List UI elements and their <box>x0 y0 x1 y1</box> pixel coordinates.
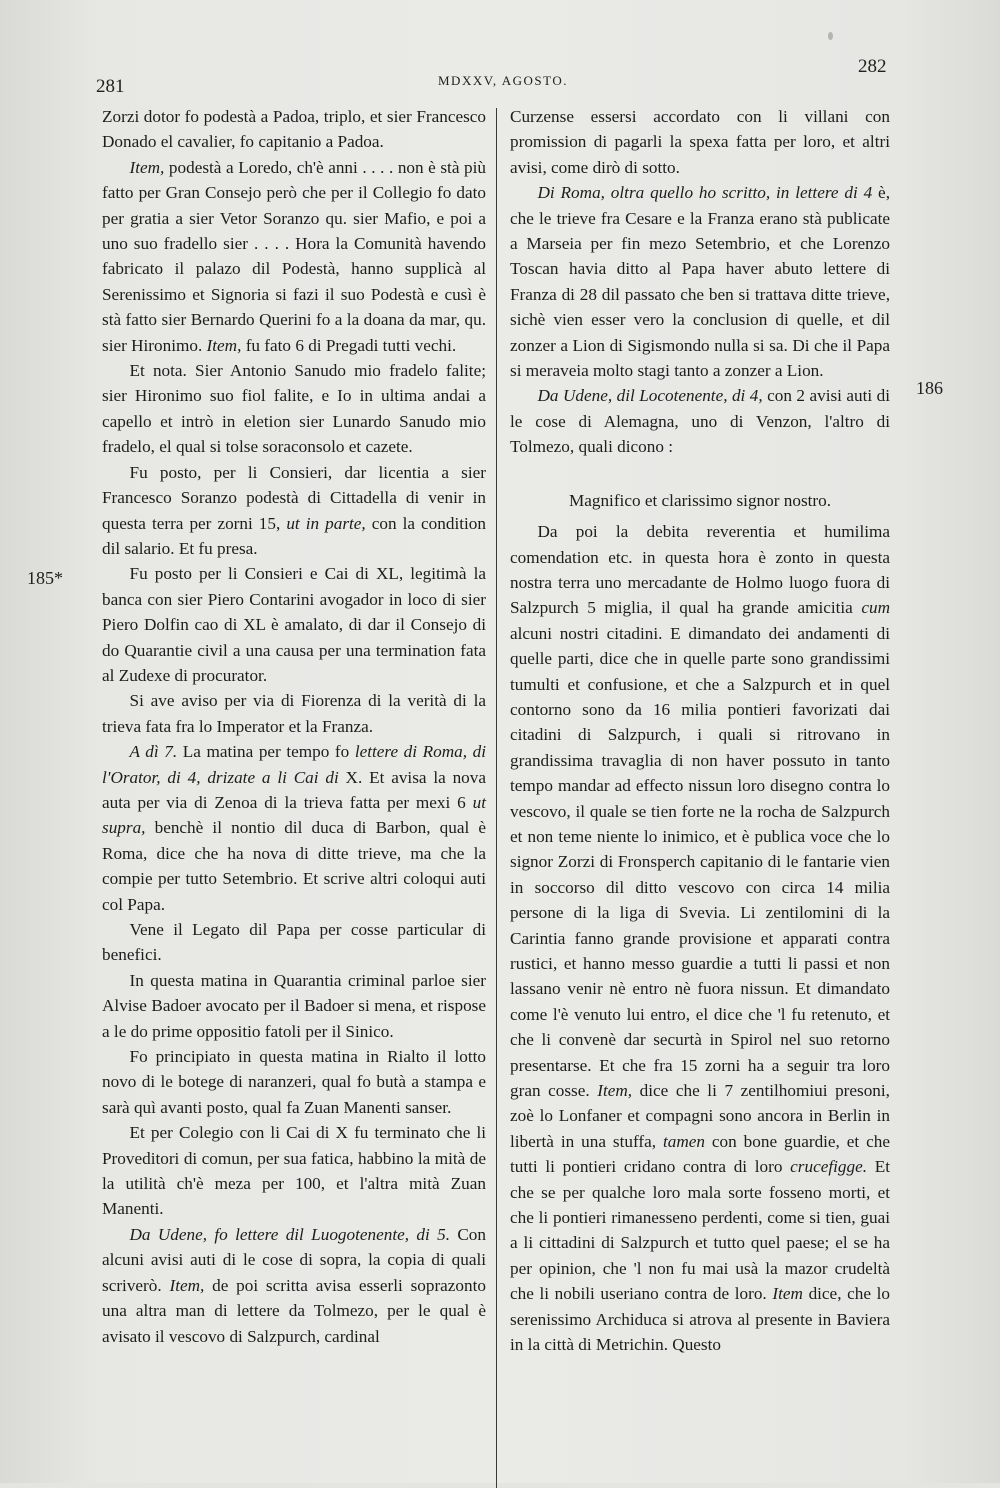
text-run: X. Et avisa la nova auta per via di Zenoa di la trieva fatta per mexi 6 <box>102 767 486 812</box>
paragraph <box>102 917 486 968</box>
letter-salutation: Magnifico et clarissimo signor nostro. <box>568 490 832 510</box>
text-run: alcuni nostri citadini. E dimandato dei andamenti di quelle parti, dice che in quelle parte sono grandissimi tumulti et confusione, et che a Salzpurch et in quel contorno sono da 16 milia pontieri favorizati dai citadini di Salzpurch, i quali si ritrovano in grandissima travaglia di non haver possuto in tanto tempo mandar ad effecto nissun loro disegno contra lo vescovo, il quale se tien forte ne la rocha de Salzpurch et non teme niente lo inimico, et è publica voce che lo signor Zorzi di Fronsperch capitanio di le fantarie vien in soccorso dil ditto vescovo con circa 14 milia persone di la liga di Svevia. Li zentilomini di la Carintia fanno grande provisione et apparati contra rustici, et hanno messo guardie a tutti li passi et non lassano venir nè entro nè fuora nissun. Et dimandato come l'è venuto lui entro, el dice che 'l fu retenuto, et che li convenè dar securtà in Spirol nel suo retorno presentarse. Et che fra 15 zorni ha a seguir tra loro gran cosse. <box>510 623 890 1101</box>
italic-run: tamen <box>662 1131 705 1151</box>
paragraph: Zorzi dotor fo podestà a Padoa, triplo, et sier Francesco Donado el cavalier, fo capitanio a Padoa. <box>102 107 486 152</box>
running-title: MDXXV, AGOSTO. <box>438 73 568 88</box>
paragraph <box>102 968 486 1044</box>
paragraph <box>102 739 486 917</box>
text-run: con la condition dil salario. Et fu presa. <box>102 513 486 558</box>
margin-note-left: 185* <box>27 568 63 588</box>
italic-run: ut supra, <box>102 792 486 838</box>
italic-run: crucefigge. <box>790 1157 868 1177</box>
paragraph <box>102 1120 486 1222</box>
paragraph: Curzense essersi accordato con li villani con promission di pagarli la spexa fatta per loro, et altri avisi, come dirò di sotto. <box>510 107 890 177</box>
paragraph <box>510 383 890 459</box>
text-run: Con alcuni avisi auti di le cose di sopra, la copia di quali scriverò. <box>102 1224 486 1295</box>
italic-run: Di Roma, oltra quello ho scritto, in lettere di 4 <box>537 183 873 203</box>
text-run: dice, che lo serenissimo Archiduca si atrova al presente in Baviera in la città di Metrichin. Questo <box>510 1284 890 1355</box>
text-run: Da poi la debita reverentia et humilima comendation etc. in questa hora è zonto in questa nostra terra uno mercadante de Holmo luogo fuora di Salzpurch 5 miglia, il qual ha grande amicitia <box>510 522 890 618</box>
left-column <box>102 104 486 1349</box>
right-page-number: 282 <box>858 56 887 77</box>
text-run: In questa matina in Quarantia criminal parloe sier Alvise Badoer avocato per il Badoer si mena, et rispose a le do prime oppositio fatoli per il Sinico. <box>102 970 486 1041</box>
text-run: Fo principiato in questa matina in Rialto il lotto novo di le botege di naranzeri, qual fo butà a stampa e sarà quì avanti posto, qual fa Zuan Manenti sanser. <box>102 1047 486 1117</box>
ink-spot <box>828 32 833 40</box>
text-run: Et nota. Sier Antonio Sanudo mio fradelo falite; sier Hironimo suo fiol falite, e Io in ultima andai a capello et intrò in eletion sier Lunardo Sanudo mio fradelo, el qual si tolse soraconsolo et cazete. <box>102 361 486 457</box>
paragraph <box>102 460 486 562</box>
italic-run: ut in parte, <box>286 513 366 533</box>
text-run: fu fato 6 di Pregadi tutti vechi. <box>241 335 457 355</box>
paragraph <box>102 358 486 460</box>
italic-run: Item, <box>169 1275 205 1295</box>
text-run: con bone guardie, et che tutti li pontieri cridano contra di loro <box>510 1131 890 1177</box>
column-divider <box>496 108 497 1488</box>
paragraph <box>102 155 486 358</box>
left-page-number: 281 <box>96 76 125 97</box>
italic-run: Item, <box>206 335 242 355</box>
paragraph <box>102 1222 486 1349</box>
paragraph <box>510 180 890 383</box>
text-run: Fu posto, per li Consieri, dar licentia a sier Francesco Soranzo podestà di Cittadella di venir in questa terra per zorni 15, <box>102 462 486 533</box>
text-run: Si ave aviso per via di Fiorenza di la verità di la trieva fata fra lo Imperator et la Franza. <box>102 691 486 736</box>
text-run: è, che le trieve fra Cesare e la Franza erano stà publicate a Marseia per fin mezo Setembrio, et che Lorenzo Toscan havia ditto al Papa haver abuto lettere di Franza di 28 dil passato che ben si trattava ditte trieve, sichè vien esser vero la conclusion di quelle, et dil zonzer a Lion di Sigismondo nulla si sa. Di che il Papa si meraveia molto stagi tanto a zonzer a Lion. <box>510 183 890 381</box>
italic-run: Da Udene, fo lettere dil Luogotenente, di 5. <box>129 1224 450 1244</box>
text-run: de poi scritta avisa esserli soprazonto una altra man di lettere da Tolmezo, per le qual è avisato il vescovo di Salzpurch, cardinal <box>102 1275 486 1346</box>
italic-run: Item, <box>597 1081 633 1101</box>
paragraph <box>102 1044 486 1120</box>
italic-run: lettere di Roma, di l'Orator, di 4, drizate a li Cai di <box>102 742 486 787</box>
paragraph <box>510 519 890 1357</box>
italic-run: cum <box>861 598 890 618</box>
italic-run: Item, <box>129 157 165 177</box>
text-run: dice che li 7 zentilhomiui presoni, zoè lo Lonfaner et compagni sono ancora in Berlin in libertà in una stuffa, <box>510 1081 890 1151</box>
italic-run: A dì 7. <box>129 742 178 762</box>
text-run: benchè il nontio dil duca di Barbon, qual è Roma, dice che ha nova di ditte trieve, ma che la compie per tutto Setembrio. Et scrive altri coloqui auti col Papa. <box>102 818 486 914</box>
paragraph <box>102 561 486 688</box>
text-run: Fu posto per li Consieri e Cai di XL, legitimà la banca con sier Piero Contarini avogador in loco di sier Piero Dolfin cao di XL è amalato, di dar il Consejo di do Quarantie civil a una causa per una termination fata al Zudexe di procurator. <box>102 564 486 685</box>
text-run: Vene il Legato dil Papa per cosse particular di benefici. <box>102 920 486 965</box>
paragraph <box>102 688 486 739</box>
right-column <box>510 104 890 1358</box>
italic-run: Item <box>772 1284 803 1304</box>
text-run: La matina per tempo fo <box>177 742 355 762</box>
italic-run: Da Udene, dil Locotenente, di 4, <box>537 386 763 406</box>
margin-note-right: 186 <box>916 378 943 398</box>
text-run: con 2 avisi auti di le cose di Alemagna, uno di Venzon, l'altro di Tolmezo, quali dicono : <box>510 386 890 457</box>
text-run: Et che se per qualche loro mala sorte fosseno morti, et che li pontieri rimanesseno perdenti, come si tien, guai a li cittadini di Salzpurch et tutto quel paese; el se ha per opinion, che 'l non fu mai usà la mazor crudeltà che li nobili useriano contra de loro. <box>510 1157 890 1304</box>
text-run: Et per Colegio con li Cai di X fu terminato che li Proveditori di comun, per sua fatica, habbino la mità de la utilità ch'è meza per 100, et l'altra mità Zuan Manenti. <box>102 1123 486 1219</box>
text-run: podestà a Loredo, ch'è anni . . . . non è stà più fatto per Gran Consejo però che per il Collegio fo dato per gratia a sier Vetor Soranzo qu. sier Mafio, e poi a uno suo fradello sier . . . . Hora la Comunità havendo fabricato il palazo dil Podestà, hanno supplicà al Serenissimo et Signoria si fazi il suo Podestà e cusì è stà fatto sier Bernardo Querini fo a la doana da mar, qu. sier Hironimo. <box>102 157 486 355</box>
